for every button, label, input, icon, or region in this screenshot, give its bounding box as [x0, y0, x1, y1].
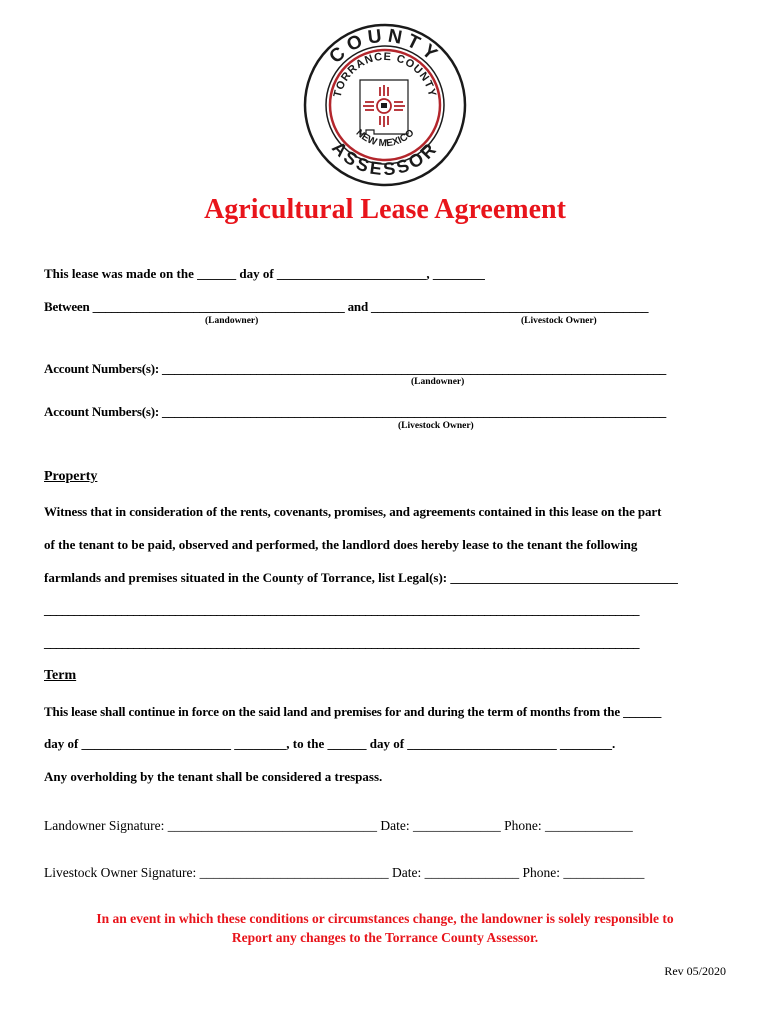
account-livestock-label: (Livestock Owner) [398, 421, 474, 431]
notice-line-1: In an event in which these conditions or circumstances change, the landowner is solely responsible to [96, 911, 674, 926]
landowner-signature-line: Landowner Signature: _______________________________ Date: _____________ Phone: _____________ [44, 818, 633, 833]
term-heading: Term [44, 668, 77, 683]
legal-blank-line-2: ____________________________________________________________________________________________________ [44, 635, 640, 650]
property-heading: Property [44, 469, 98, 484]
term-line-2: day of _______________________ ________, to the ______ day of _______________________ ________. [44, 736, 616, 751]
term-line-3: Any overholding by the tenant shall be considered a trespass. [44, 769, 383, 784]
account-landowner-label: (Landowner) [411, 377, 465, 387]
lease-date-line: This lease was made on the ______ day of _______________________, ________ [44, 266, 485, 281]
notice-line-2: Report any changes to the Torrance County Assessor. [231, 930, 539, 945]
revision-label: Rev 05/2020 [664, 964, 726, 978]
property-line-3: farmlands and premises situated in the County of Torrance, list Legal(s): ___________________________________ [44, 570, 678, 585]
property-line-1: Witness that in consideration of the rents, covenants, promises, and agreements contained in this lease on the part [44, 504, 662, 519]
seal-ring-text: TORRANCE COUNTY [331, 50, 439, 99]
livestock-owner-signature-line: Livestock Owner Signature: ____________________________ Date: ______________ Phone: ____________ [44, 865, 645, 880]
account-number-livestock: Account Numbers(s): ________________________________________________________________________________ [44, 404, 667, 419]
term-line-1: This lease shall continue in force on the said land and premises for and during the term of months from the ______ [44, 704, 662, 719]
page-title: Agricultural Lease Agreement [204, 194, 566, 225]
seal-top-text: COUNTY [325, 25, 445, 68]
seal-state-text: NEW MEXICO [353, 127, 417, 150]
between-line: Between ________________________________________ and ____________________________________________ [44, 299, 649, 314]
landowner-label: (Landowner) [205, 316, 259, 326]
legal-blank-line-1: ____________________________________________________________________________________________________ [44, 602, 640, 617]
svg-text:NEW MEXICO [354, 127, 417, 149]
livestock-owner-label: (Livestock Owner) [521, 316, 597, 326]
county-assessor-seal [302, 22, 468, 188]
account-number-landowner: Account Numbers(s): ________________________________________________________________________________ [44, 361, 667, 376]
capitol-icon [381, 103, 387, 108]
property-line-2: of the tenant to be paid, observed and performed, the landlord does hereby lease to the tenant the following [44, 537, 638, 552]
seal-bottom-text: ASSESSOR [328, 137, 442, 180]
